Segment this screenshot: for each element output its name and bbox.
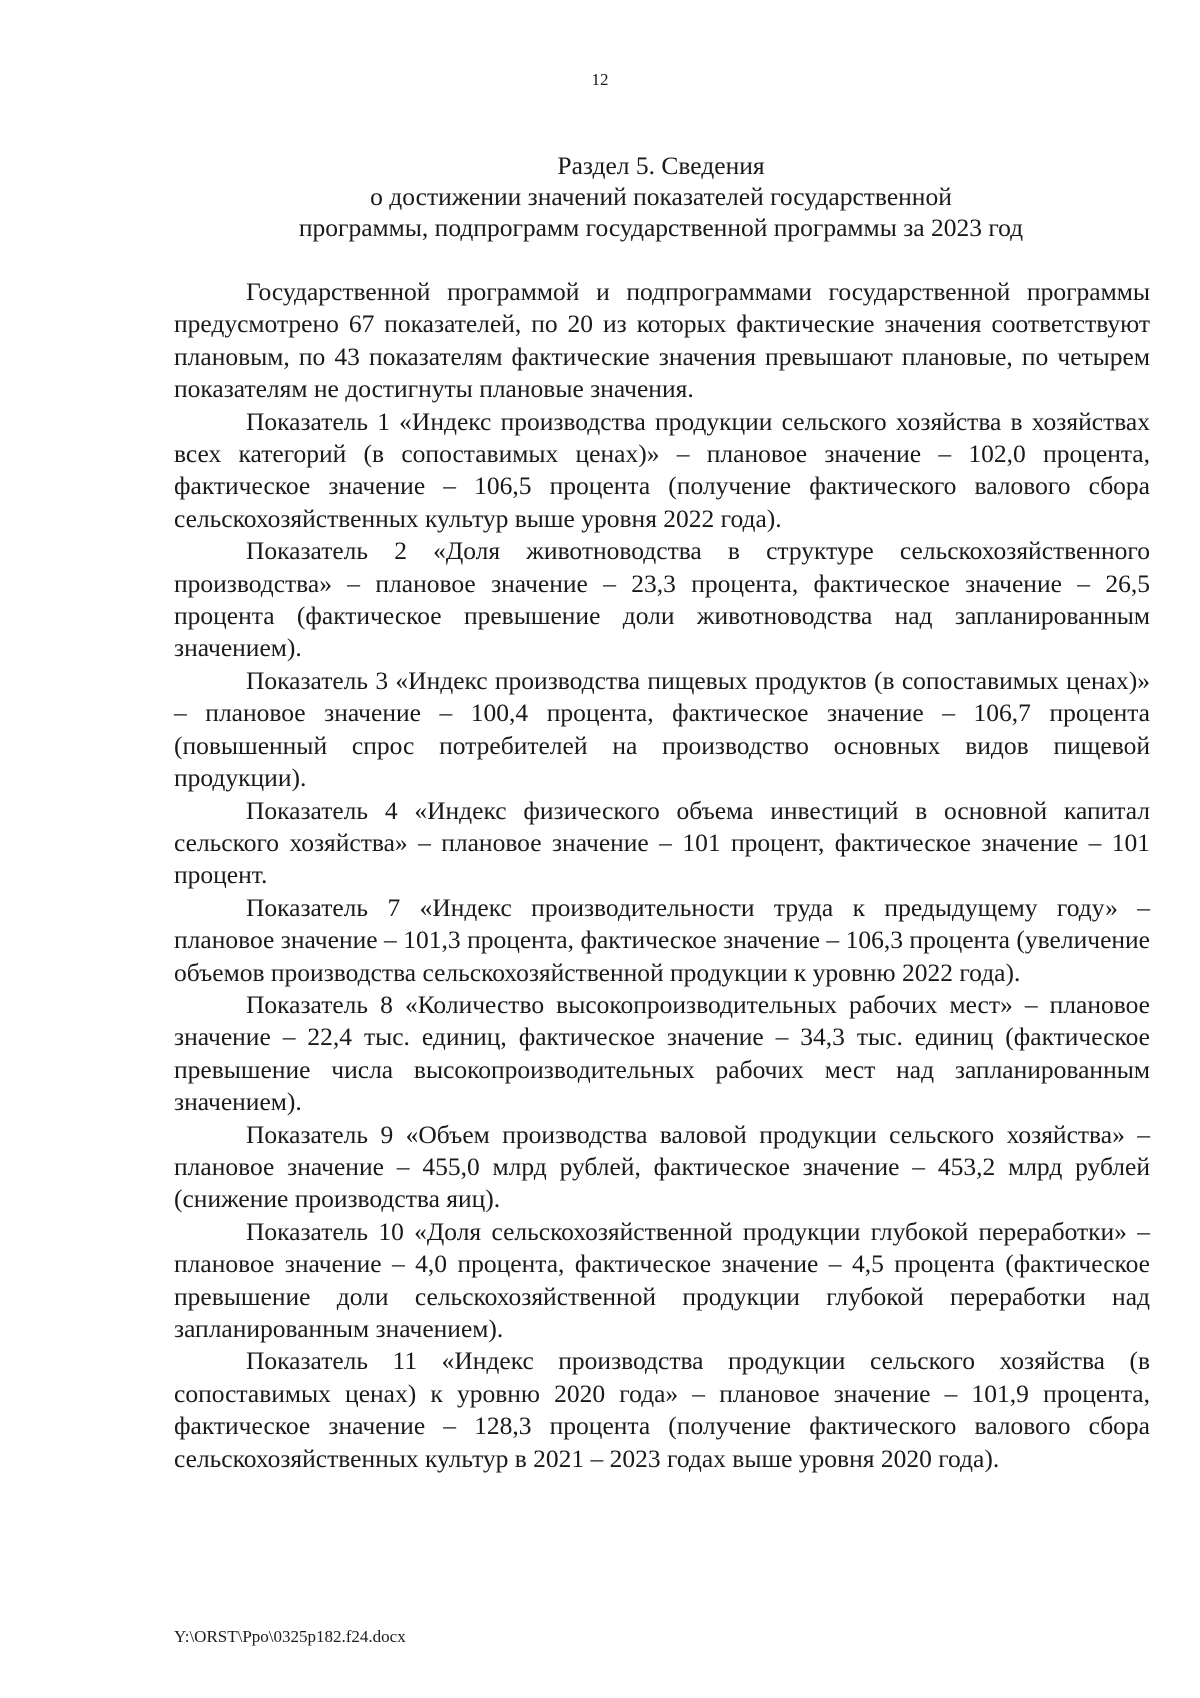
document-body xyxy=(174,276,1150,1475)
paragraph-summary: Государственной программой и подпрограммами государственной программы предусмотрено 67 показателей, по 20 из которых фактические значения соответствуют плановым, по 43 показателям фактические значения превышают плановые, по четырем показателям не достигнуты плановые значения. xyxy=(174,277,1150,404)
paragraph-indicator-3: Показатель 3 «Индекс производства пищевых продуктов (в сопоставимых ценах)» – плановое значение – 100,4 процента, фактическое значение – 106,7 процента (повышенный спрос потребителей на производство основных видов пищевой продукции). xyxy=(174,665,1150,793)
heading-line-1: Раздел 5. Сведения xyxy=(557,151,765,180)
heading-line-2: о достижении значений показателей государственной xyxy=(370,182,952,211)
paragraph-indicator-1: Показатель 1 «Индекс производства продукции сельского хозяйства в хозяйствах всех категорий (в сопоставимых ценах)» – плановое значение – 102,0 процента, фактическое значение – 106,5 процента (получение фактического валового сбора сельскохозяйственных культур выше уровня 2022 года). xyxy=(174,406,1150,533)
paragraph-indicator-8: Показатель 8 «Количество высокопроизводительных рабочих мест» – плановое значение – 22,4 тыс. единиц, фактическое значение – 34,3 тыс. единиц (фактическое превышение числа высокопроизводительных рабочих мест над запланированным значением). xyxy=(174,989,1150,1117)
paragraph-indicator-2: Показатель 2 «Доля животноводства в структуре сельскохозяйственного производства» – плановое значение – 23,3 процента, фактическое значение – 26,5 процента (фактическое превышение доли животноводства над запланированным значением). xyxy=(174,536,1150,663)
heading-line-3: программы, подпрограмм государственной программы за 2023 год xyxy=(298,213,1024,242)
footer-file-path: Y:\ORST\Ppo\0325p182.f24.docx xyxy=(174,1627,406,1646)
page-number: 12 xyxy=(591,70,609,89)
paragraph-indicator-9: Показатель 9 «Объем производства валовой продукции сельского хозяйства» – плановое значение – 455,0 млрд рублей, фактическое значение – 453,2 млрд рублей (снижение производства яиц). xyxy=(174,1119,1150,1214)
paragraph-indicator-11: Показатель 11 «Индекс производства продукции сельского хозяйства (в сопоставимых ценах) к уровню 2020 года» – плановое значение – 101,9 процента, фактическое значение – 128,3 процента (получение фактического валового сбора сельскохозяйственных культур в 2021 – 2023 годах выше уровня 2020 года). xyxy=(174,1346,1150,1473)
paragraph-indicator-10: Показатель 10 «Доля сельскохозяйственной продукции глубокой переработки» – плановое значение – 4,0 процента, фактическое значение – 4,5 процента (фактическое превышение доли сельскохозяйственной продукции глубокой переработки над запланированным значением). xyxy=(174,1216,1150,1343)
paragraph-indicator-4: Показатель 4 «Индекс физического объема инвестиций в основной капитал сельского хозяйства» – плановое значение – 101 процент, фактическое значение – 101 процент. xyxy=(174,795,1150,890)
paragraph-indicator-7: Показатель 7 «Индекс производительности труда к предыдущему году» – плановое значение – 101,3 процента, фактическое значение – 106,3 процента (увеличение объемов производства сельскохозяйственной продукции к уровню 2022 года). xyxy=(174,892,1150,987)
section-heading xyxy=(172,150,1150,243)
